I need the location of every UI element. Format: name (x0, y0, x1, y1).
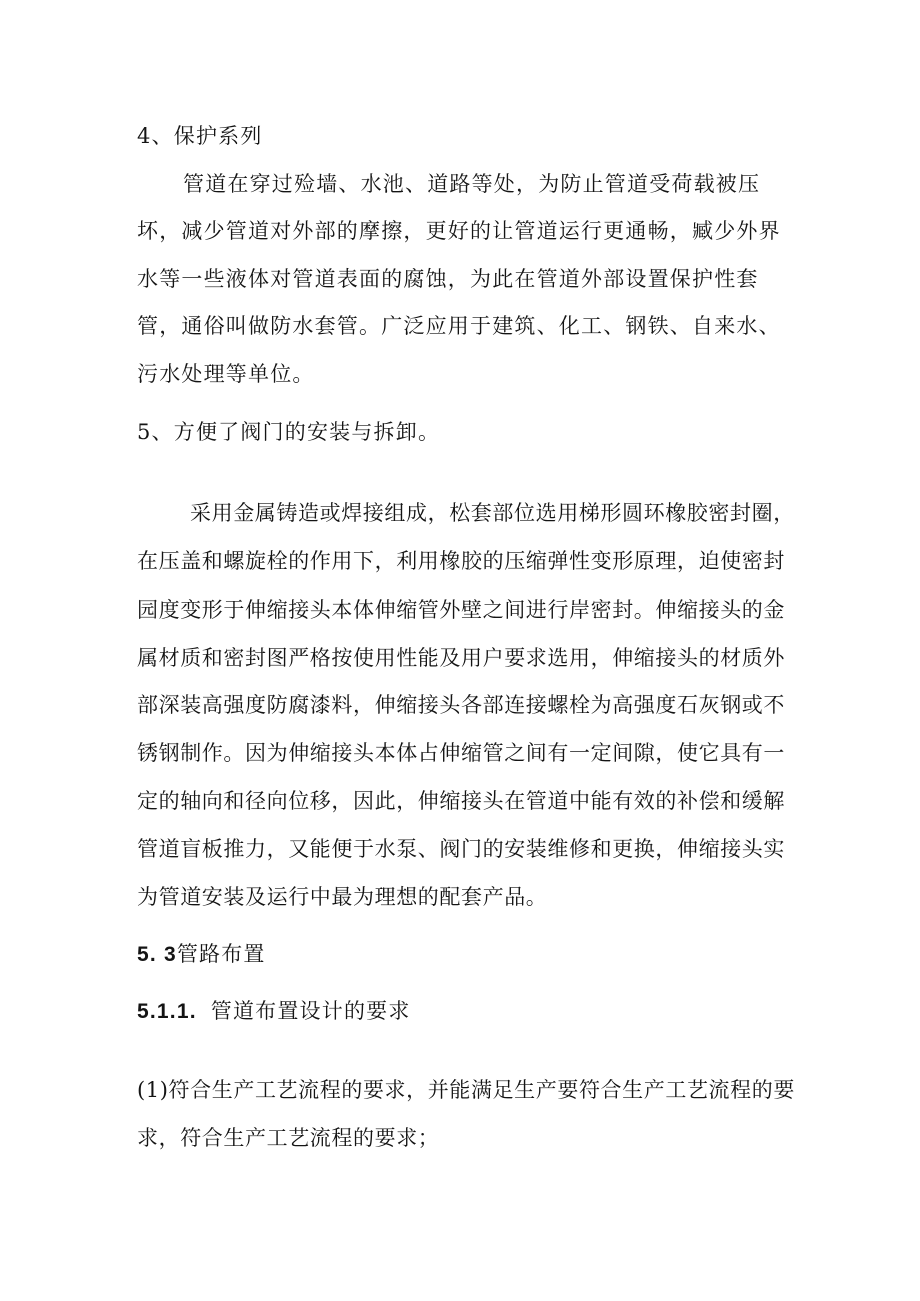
section-5-line-4: 属材质和密封图严格按使用性能及用户要求选用，伸缩接头的材质外 (137, 646, 785, 670)
requirement-1-line-2: 求，符合生产工艺流程的要求； (137, 1126, 440, 1150)
section-4-line-3: 水等一些液体对管道表面的腐蚀，为此在管道外部设置保护性套 (137, 267, 759, 291)
section-4-line-2: 坏，减少管道对外部的摩擦，更好的让管道运行更通畅，臧少外界 (137, 219, 781, 243)
section-4-line-5: 污水处理等单位。 (137, 362, 315, 386)
section-5-3-heading (137, 941, 266, 968)
section-5-1-1-heading (137, 998, 411, 1025)
section-5-1-1-number: 5.1.1. (137, 1000, 197, 1023)
section-4-line-4: 管，通俗叫做防水套管。广泛应用于建筑、化工、钢铁、自来水、 (137, 314, 781, 338)
section-5-3-number: 5. 3 (137, 943, 177, 966)
section-4-heading: 4、保护系列 (137, 124, 263, 148)
section-5-line-8: 管道盲板推力，又能便于水泵、阀门的安装维修和更换，伸缩接头实 (137, 837, 785, 861)
section-5-line-5: 部深装高强度防腐漆料，伸缩接头各部连接螺栓为高强度石灰钢或不 (137, 693, 785, 717)
section-5-line-3: 园度变形于伸缩接头本体伸缩管外壁之间进行岸密封。伸缩接头的金 (137, 598, 785, 622)
section-5-line-2: 在压盖和螺旋栓的作用下，利用橡胶的压缩弹性变形原理，迫使密封 (137, 549, 785, 573)
section-5-1-1-title: 管道布置设计的要求 (210, 999, 411, 1023)
section-4-line-1: 管道在穿过殓墙、水池、道路等处，为防止管道受荷载被压 (183, 172, 761, 196)
section-5-line-1: 采用金属铸造或焊接组成，松套部位选用梯形圆环橡胶密封圈， (190, 501, 795, 525)
section-5-heading: 5、方便了阀门的安装与拆卸。 (137, 420, 441, 444)
section-5-line-6: 锈钢制作。因为伸缩接头本体占伸缩管之间有一定间隙，使它具有一 (137, 741, 785, 765)
section-5-line-9: 为管道安装及运行中最为理想的配套产品。 (137, 885, 548, 909)
requirement-1-line-1: (1)符合生产工艺流程的要求，并能满足生产要符合生产工艺流程的要 (137, 1078, 795, 1102)
section-5-line-7: 定的轴向和径向位移，因此，伸缩接头在管道中能有效的补偿和缓解 (137, 789, 785, 813)
section-5-3-title: 管路布置 (176, 942, 266, 966)
